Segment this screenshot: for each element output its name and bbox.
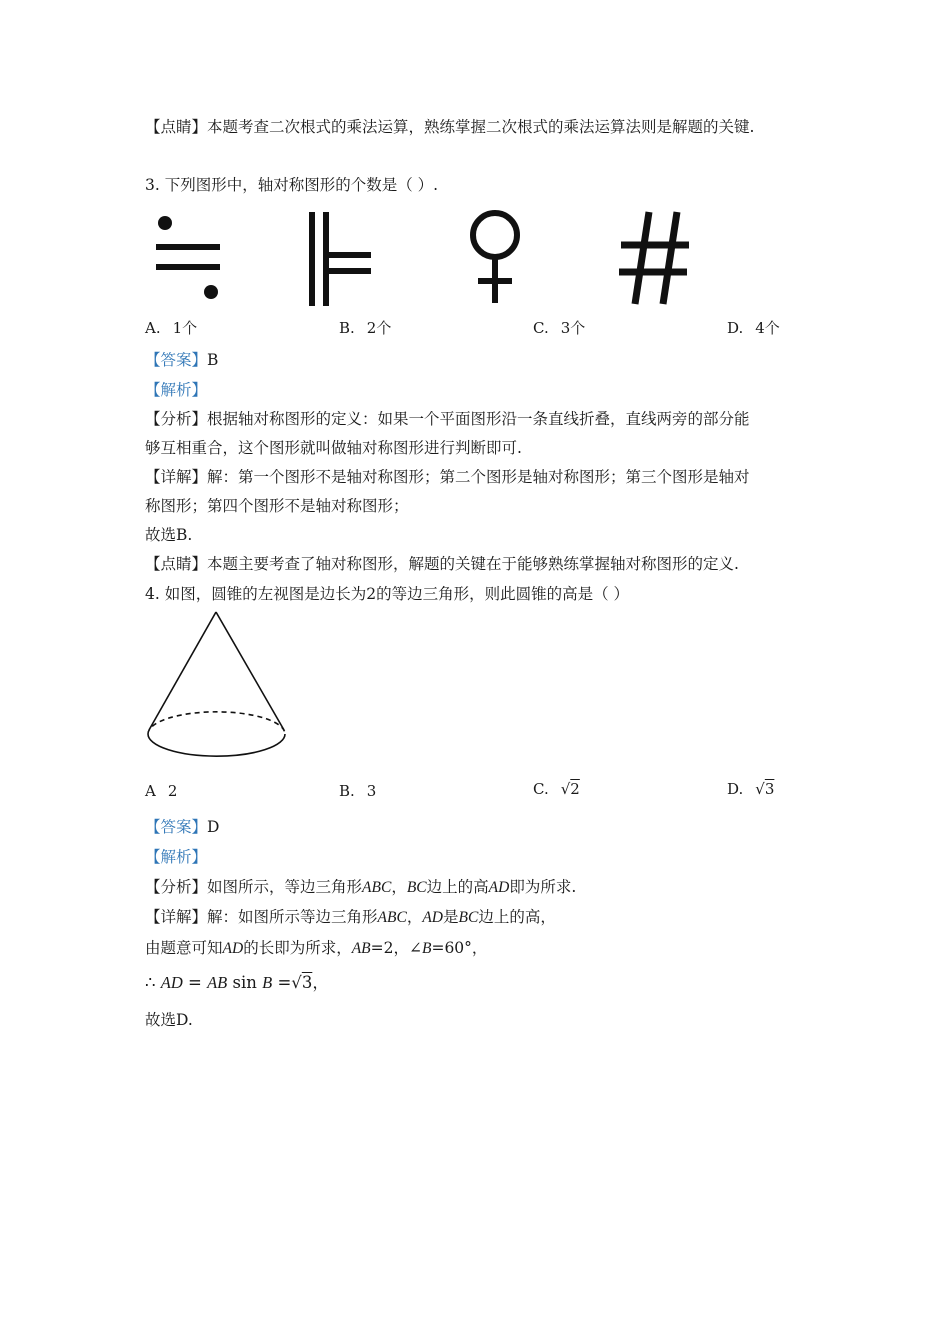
sqrt-sign: √2 [560, 780, 580, 798]
sqrt-sign: √3 [291, 973, 313, 992]
q4-option-b[interactable]: B. 3 [339, 782, 377, 800]
q4-option-c[interactable]: C. √2 [533, 780, 580, 798]
cone-figure [140, 608, 296, 764]
q4-option-d[interactable]: D. √3 [727, 780, 775, 798]
q4-stem: 4. 如图，圆锥的左视图是边长为2的等边三角形，则此圆锥的高是（ ） [145, 585, 630, 603]
q4-known: 由题意可知AD的长即为所求，AB=2，∠B=60°， [145, 939, 488, 957]
q3-option-c[interactable]: C. 3个 [533, 319, 586, 337]
q3-fenxi-line2: 够互相重合，这个图形就叫做轴对称图形进行判断即可. [145, 439, 522, 457]
analysis-tag: 【解析】 [145, 381, 208, 399]
q3-choose: 故选B. [145, 526, 193, 544]
q4-option-a[interactable]: A 2 [145, 782, 178, 800]
answer-value: D [207, 818, 220, 836]
q3-option-b[interactable]: B. 2个 [339, 319, 392, 337]
q4-equation: ∴ AD = AB sin B =√3， [145, 973, 329, 992]
q4-detail: 【详解】解：如图所示等边三角形ABC，AD是BC边上的高， [145, 908, 556, 926]
venus-symbol-figure [465, 208, 527, 306]
q3-answer [145, 349, 218, 371]
point-tag: 【点睛】 [145, 118, 208, 136]
q3-option-a[interactable]: A. 1个 [145, 319, 198, 337]
q4-choose: 故选D. [145, 1011, 193, 1029]
q3-detail-line1: 【详解】解：第一个图形不是轴对称图形；第二个图形是轴对称图形；第三个图形是轴对 [145, 468, 750, 486]
answer-tag: 【答案】 [145, 818, 208, 836]
q2-point-line [145, 116, 754, 138]
q3-option-d[interactable]: D. 4个 [727, 319, 780, 337]
answer-tag: 【答案】 [145, 351, 208, 369]
q4-analysis [145, 846, 207, 868]
division-sign-figure [152, 212, 224, 304]
double-bar-figure [305, 210, 375, 308]
q3-fenxi-line1: 【分析】根据轴对称图形的定义：如果一个平面图形沿一条直线折叠，直线两旁的部分能 [145, 410, 750, 428]
q3-detail-line2: 称图形；第四个图形不是轴对称图形； [145, 497, 409, 515]
q3-analysis [145, 379, 207, 401]
q4-answer [145, 816, 219, 838]
sqrt-sign: √3 [755, 780, 775, 798]
q3-stem: 3. 下列图形中，轴对称图形的个数是（ ）. [145, 176, 439, 194]
analysis-tag: 【解析】 [145, 848, 208, 866]
q3-point: 【点睛】本题主要考查了轴对称图形，解题的关键在于能够熟练掌握轴对称图形的定义. [145, 555, 739, 573]
answer-value: B [207, 351, 219, 369]
hash-symbol-figure [615, 210, 693, 306]
point-text: 本题考查二次根式的乘法运算，熟练掌握二次根式的乘法运算法则是解题的关键. [207, 118, 755, 136]
q4-fenxi: 【分析】如图所示，等边三角形ABC，BC边上的高AD即为所求. [145, 878, 577, 896]
